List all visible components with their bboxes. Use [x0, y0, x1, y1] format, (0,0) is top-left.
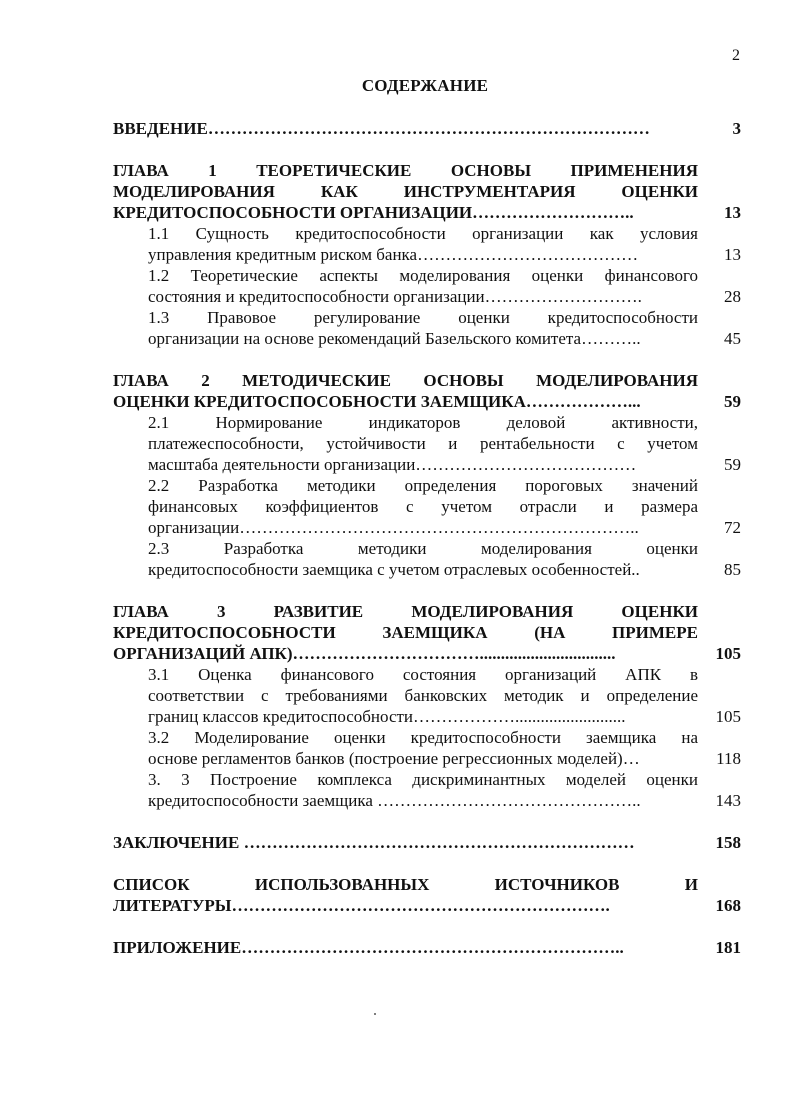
toc-entry-text-line: КРЕДИТОСПОСОБНОСТИ ЗАЕМЩИКА (НА ПРИМЕРЕ: [113, 623, 698, 642]
toc-entry-text-line: границ классов кредитоспособности………………..........................: [148, 707, 626, 726]
toc-page-number: 3: [732, 119, 741, 138]
toc-entry-text-line: масштаба деятельности организации…………………………………: [148, 455, 637, 474]
toc-entry-text-line: соответствии с требованиями банковских методик и определение: [148, 686, 698, 705]
toc-page-number: 105: [715, 707, 741, 726]
toc-entry-text-line: СПИСОК ИСПОЛЬЗОВАННЫХ ИСТОЧНИКОВ И: [113, 875, 698, 894]
toc-entry-text-line: платежеспособности, устойчивости и рентабельности с учетом: [148, 434, 698, 453]
toc-entry-text-line: ГЛАВА 1 ТЕОРЕТИЧЕСКИЕ ОСНОВЫ ПРИМЕНЕНИЯ: [113, 161, 698, 180]
toc-section-entry[interactable]: [113, 412, 741, 475]
toc-entry-text-line: 3.1 Оценка финансового состояния организаций АПК в: [148, 665, 698, 684]
toc-entry-text-line: ОРГАНИЗАЦИЙ АПК)……………………………................................: [113, 644, 616, 663]
toc-entry-text-line: организации……………………………………………………………..: [148, 518, 639, 537]
scan-speck: [374, 1013, 376, 1015]
toc-section-entry[interactable]: [113, 265, 741, 307]
toc-section-entry[interactable]: [113, 475, 741, 538]
toc-page-number: 158: [715, 833, 741, 852]
toc-entry-text-line: кредитоспособности заемщика с учетом отраслевых особенностей..: [148, 560, 640, 579]
toc-page-number: 59: [724, 455, 741, 474]
toc-page-number: 72: [724, 518, 741, 537]
toc-entry-text-line: ЛИТЕРАТУРЫ………………………………………………………….: [113, 896, 610, 915]
toc-section-entry[interactable]: [113, 538, 741, 580]
toc-entry-text-line: ЗАКЛЮЧЕНИЕ ……………………………………………………………: [113, 833, 635, 852]
toc-entry-text-line: ОЦЕНКИ КРЕДИТОСПОСОБНОСТИ ЗАЕМЩИКА………………...: [113, 392, 641, 411]
toc-chapter-entry[interactable]: [113, 601, 741, 664]
toc-entry-text-line: ПРИЛОЖЕНИЕ…………………………………………………………..: [113, 938, 624, 957]
toc-page-number: 13: [724, 245, 741, 264]
toc-entry-text-line: 1.3 Правовое регулирование оценки кредитоспособности: [148, 308, 698, 327]
toc-chapter-entry[interactable]: [113, 874, 741, 916]
toc-chapter-entry[interactable]: [113, 370, 741, 412]
page-title: СОДЕРЖАНИЕ: [361, 76, 489, 95]
toc-entry-text-line: кредитоспособности заемщика ………………………………………..: [148, 791, 641, 810]
toc-page-number: 143: [715, 791, 741, 810]
toc-section-entry[interactable]: [113, 727, 741, 769]
toc-entry-text-line: 2.2 Разработка методики определения пороговых значений: [148, 476, 698, 495]
toc-entry-text-line: ГЛАВА 3 РАЗВИТИЕ МОДЕЛИРОВАНИЯ ОЦЕНКИ: [113, 602, 698, 621]
toc-page-number: 28: [724, 287, 741, 306]
toc-section-entry[interactable]: [113, 769, 741, 811]
toc-page-number: 45: [724, 329, 741, 348]
toc-entry-text-line: организации на основе рекомендаций Базельского комитета………..: [148, 329, 641, 348]
toc-entry-text-line: 3.2 Моделирование оценки кредитоспособности заемщика на: [148, 728, 698, 747]
toc-entry-text-line: состояния и кредитоспособности организации……………………….: [148, 287, 642, 306]
toc-page-number: 181: [715, 938, 741, 957]
toc-entry-text-line: ГЛАВА 2 МЕТОДИЧЕСКИЕ ОСНОВЫ МОДЕЛИРОВАНИЯ: [113, 371, 698, 390]
toc-chapter-entry[interactable]: [113, 118, 741, 139]
toc-section-entry[interactable]: [113, 664, 741, 727]
toc-entry-text-line: 1.1 Сущность кредитоспособности организации как условия: [148, 224, 698, 243]
toc-entry-text-line: управления кредитным риском банка…………………………………: [148, 245, 639, 264]
toc-page-number: 59: [724, 392, 741, 411]
page-number: 2: [732, 47, 740, 64]
toc-entry-text-line: 1.2 Теоретические аспекты моделирования оценки финансового: [148, 266, 698, 285]
toc-entry-text-line: основе регламентов банков (построение регрессионных моделей)…: [148, 749, 640, 768]
toc-chapter-entry[interactable]: [113, 160, 741, 223]
toc-chapter-entry[interactable]: [113, 832, 741, 853]
toc-page-number: 105: [715, 644, 741, 663]
toc-section-entry[interactable]: [113, 307, 741, 349]
toc-page-number: 118: [716, 749, 741, 768]
toc-section-entry[interactable]: [113, 223, 741, 265]
toc-entry-text-line: 3. 3 Построение комплекса дискриминантных моделей оценки: [148, 770, 698, 789]
toc-entry-text-line: КРЕДИТОСПОСОБНОСТИ ОРГАНИЗАЦИИ………………………..: [113, 203, 634, 222]
toc-entry-text-line: 2.3 Разработка методики моделирования оценки: [148, 539, 698, 558]
toc-entry-text-line: ВВЕДЕНИЕ……………………………………………………………………: [113, 119, 650, 138]
toc-page-number: 85: [724, 560, 741, 579]
toc-chapter-entry[interactable]: [113, 937, 741, 958]
toc-entry-text-line: финансовых коэффициентов с учетом отрасли и размера: [148, 497, 698, 516]
toc-entry-text-line: МОДЕЛИРОВАНИЯ КАК ИНСТРУМЕНТАРИЯ ОЦЕНКИ: [113, 182, 698, 201]
toc-page-number: 13: [724, 203, 741, 222]
toc-page-number: 168: [715, 896, 741, 915]
table-of-contents: [113, 118, 741, 958]
toc-entry-text-line: 2.1 Нормирование индикаторов деловой активности,: [148, 413, 698, 432]
